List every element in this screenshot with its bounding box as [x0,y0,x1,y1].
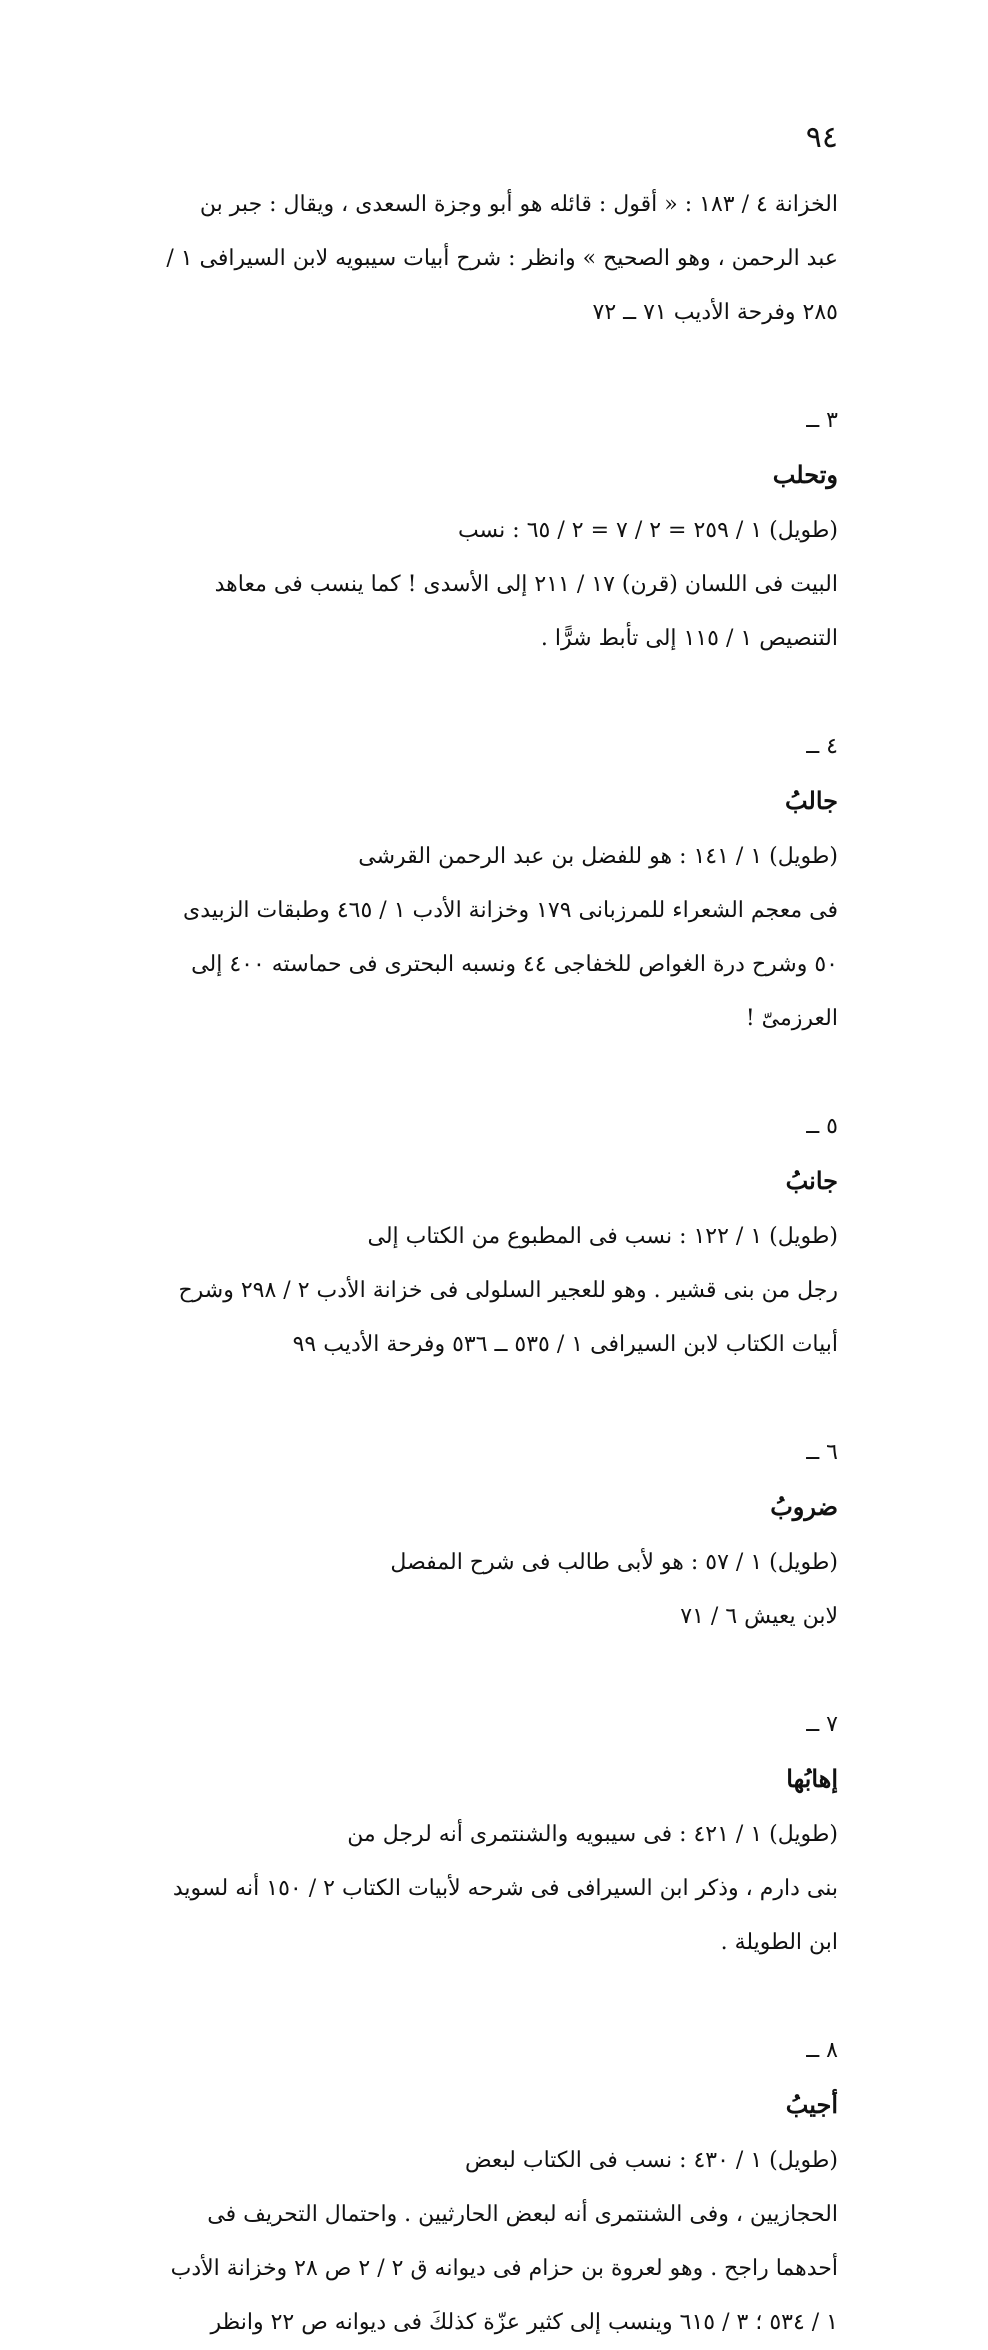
entry-body: ١ / ١٤١ : هو للفضل بن عبد الرحمن القرشى فى معجم الشعراء للمرزبانى ١٧٩ وخزانة الأدب ١ / ٤٦٥ وطبقات الزبيدى ٥٠ وشرح درة الغواص للخفاجى ٤٤ ونسبه البحترى فى حماسته ٤٠٠ إلى العرزمىّ ! [183,844,838,1031]
entry-word: ضروبُ [770,1492,838,1521]
entry-6 [148,1372,838,1644]
entry-3 [148,340,838,666]
intro-paragraph: الخزانة ٤ / ١٨٣ : « أقول : قائله هو أبو وجزة السعدى ، ويقال : جبر بن عبد الرحمن ، وهو الصحيح » وانظر : شرح أبيات سيبويه لابن السيرافى ١ / ٢٨٥ وفرحة الأديب ٧١ ــ ٧٢ [166,192,838,325]
entry-meter: (طويل) [769,2148,838,2173]
entry-meter: (طويل) [769,1822,838,1847]
entry-number: ٤ ــ [806,734,838,759]
entry-word: إهابُها [786,1764,838,1793]
entry-body: ١ / ٤٣٠ : نسب فى الكتاب لبعض الحجازيين ، وفى الشنتمرى أنه لبعض الحارثيين . واحتمال التحريف فى أحدهما راجح . وهو لعروة بن حزام فى ديوانه ق ٢ / ٢ ص ٢٨ وخزانة الأدب ١ / ٥٣٤ ؛ ٣ / ٦١٥ وينسب إلى كثير عزّة كذلكَ فى ديوانه ص ٢٢ وانظر [170,2148,838,2335]
entry-8 [148,1970,838,2350]
entry-body: ١ / ٥٧ : هو لأبى طالب فى شرح المفصل لابن يعيش ٦ / ٧١ [390,1550,838,1629]
entry-meter: (طويل) [769,1224,838,1249]
entry-meter: (طويل) [769,1550,838,1575]
entry-meter: (طويل) [769,844,838,869]
entry-number: ٣ ــ [806,408,838,433]
entry-word: جالبُ [784,786,838,815]
entry-number: ٥ ــ [806,1114,838,1139]
entry-7 [148,1644,838,1970]
entry-word: جانبُ [785,1166,838,1195]
entry-word: وتحلب [772,460,838,489]
entry-word: أجيبُ [785,2090,838,2119]
entry-body: ١ / ١٢٢ : نسب فى المطبوع من الكتاب إلى رجل من بنى قشير . وهو للعجير السلولى فى خزانة الأدب ٢ / ٢٩٨ وشرح أبيات الكتاب لابن السيرافى ١ / ٥٣٥ ــ ٥٣٦ وفرحة الأديب ٩٩ [178,1224,838,1357]
entry-body: ١ / ٤٢١ : فى سيبويه والشنتمرى أنه لرجل من بنى دارم ، وذكر ابن السيرافى فى شرحه لأبيات الكتاب ٢ / ١٥٠ أنه لسويد ابن الطويلة . [172,1822,838,1955]
entry-5 [148,1046,838,1372]
text-block [148,178,838,2350]
entry-4 [148,666,838,1046]
entry-number: ٧ ــ [806,1712,838,1737]
entry-meter: (طويل) [769,518,838,543]
entry-body: ١ / ٢٥٩ = ٢ / ٧ = ٢ / ٦٥ : نسب البيت فى اللسان (قرن) ١٧ / ٢١١ إلى الأسدى ! كما ينسب فى معاهد التنصيص ١ / ١١٥ إلى تأبط شرًّا . [214,518,838,651]
entry-number: ٨ ــ [806,2038,838,2063]
page-number: ٩٤ [805,120,838,155]
entry-number: ٦ ــ [806,1440,838,1465]
